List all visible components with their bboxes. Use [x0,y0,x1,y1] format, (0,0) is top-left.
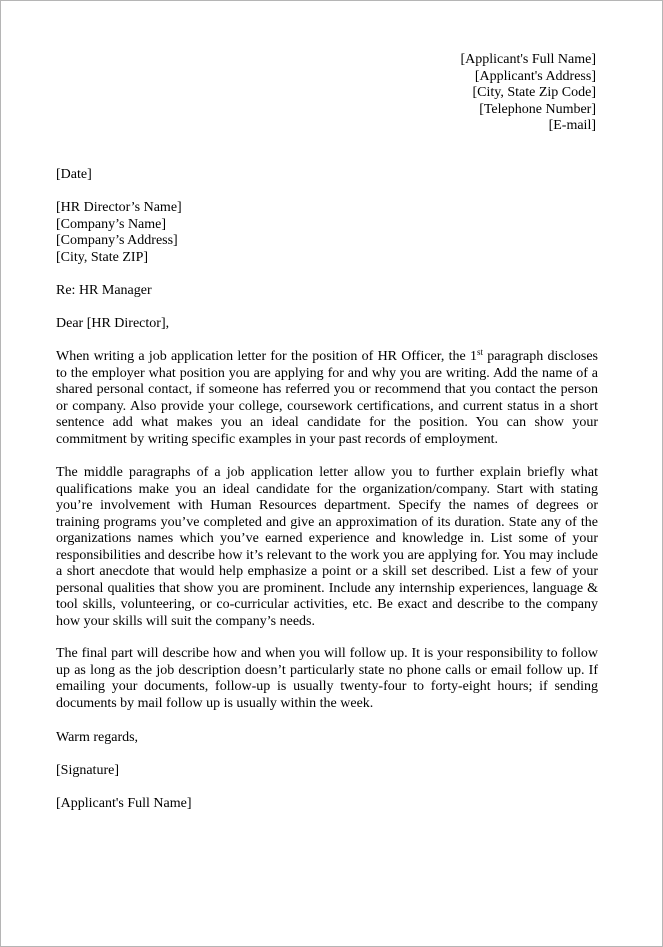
body-paragraph-1 [56,349,598,448]
signature: [Signature] [56,763,119,778]
ordinal-superscript: st [476,347,483,357]
subject-line: Re: HR Manager [56,283,152,298]
body-paragraph-2: The middle paragraphs of a job application letter allow you to further explain briefly what qualifications make you an ideal candidate for the organization/company. Start with stating you’re involvement with Human Resources department. Specify the names of degrees or training programs you’ve completed and give an approximation of its duration. State any of the organizations names which you’ve earned experience and knowledge in. List some of your responsibilities and describe how it’s relevant to the work you are applying for. You may include a short anecdote that would help emphasize a point or a skill set described. List a few of your personal qualities that show you are prominent. Include any internship experiences, language & tool skills, volunteering, or co-curricular activities, etc. Be exact and describe to the company how your skills will suit the company’s needs. [56,465,598,629]
sender-city-state-zip: [City, State Zip Code] [472,85,596,100]
paragraph-1-rest: paragraph discloses to the employer what position you are applying for and why you are writing. Add the name of a shared personal contact, if someone has referred you or recommend that you contact the person or company. Also provide your college, coursework certifications, and current status in a short sentence add what makes you an ideal candidate for the position. You can show your commitment by writing specific examples in your past records of employment. [56,349,598,447]
sender-email: [E-mail] [548,118,596,133]
recipient-city-state-zip: [City, State ZIP] [56,249,149,265]
sender-telephone: [Telephone Number] [479,101,596,117]
letter-date: [Date] [56,167,92,182]
salutation: Dear [HR Director], [56,316,170,331]
recipient-company-address: [Company’s Address] [56,233,178,248]
recipient-block [56,200,182,266]
recipient-company-name: [Company’s Name] [56,216,167,232]
applicant-full-name: [Applicant's Full Name] [56,796,192,811]
sender-address: [Applicant's Address] [474,68,596,84]
sender-name: [Applicant's Full Name] [460,52,596,67]
closing: Warm regards, [56,730,139,745]
sender-block [461,52,597,135]
body-paragraph-3: The final part will describe how and when you will follow up. It is your responsibility to follow up as long as the job description doesn’t particularly state no phone calls or email follow up. If emailing your documents, follow-up is usually twenty-four to forty-eight hours; if sending documents by mail follow up is usually within the week. [56,646,598,711]
recipient-director-name: [HR Director’s Name] [56,200,182,215]
paragraph-1-start: When writing a job application letter for the position of HR Officer, the 1 [56,349,477,364]
